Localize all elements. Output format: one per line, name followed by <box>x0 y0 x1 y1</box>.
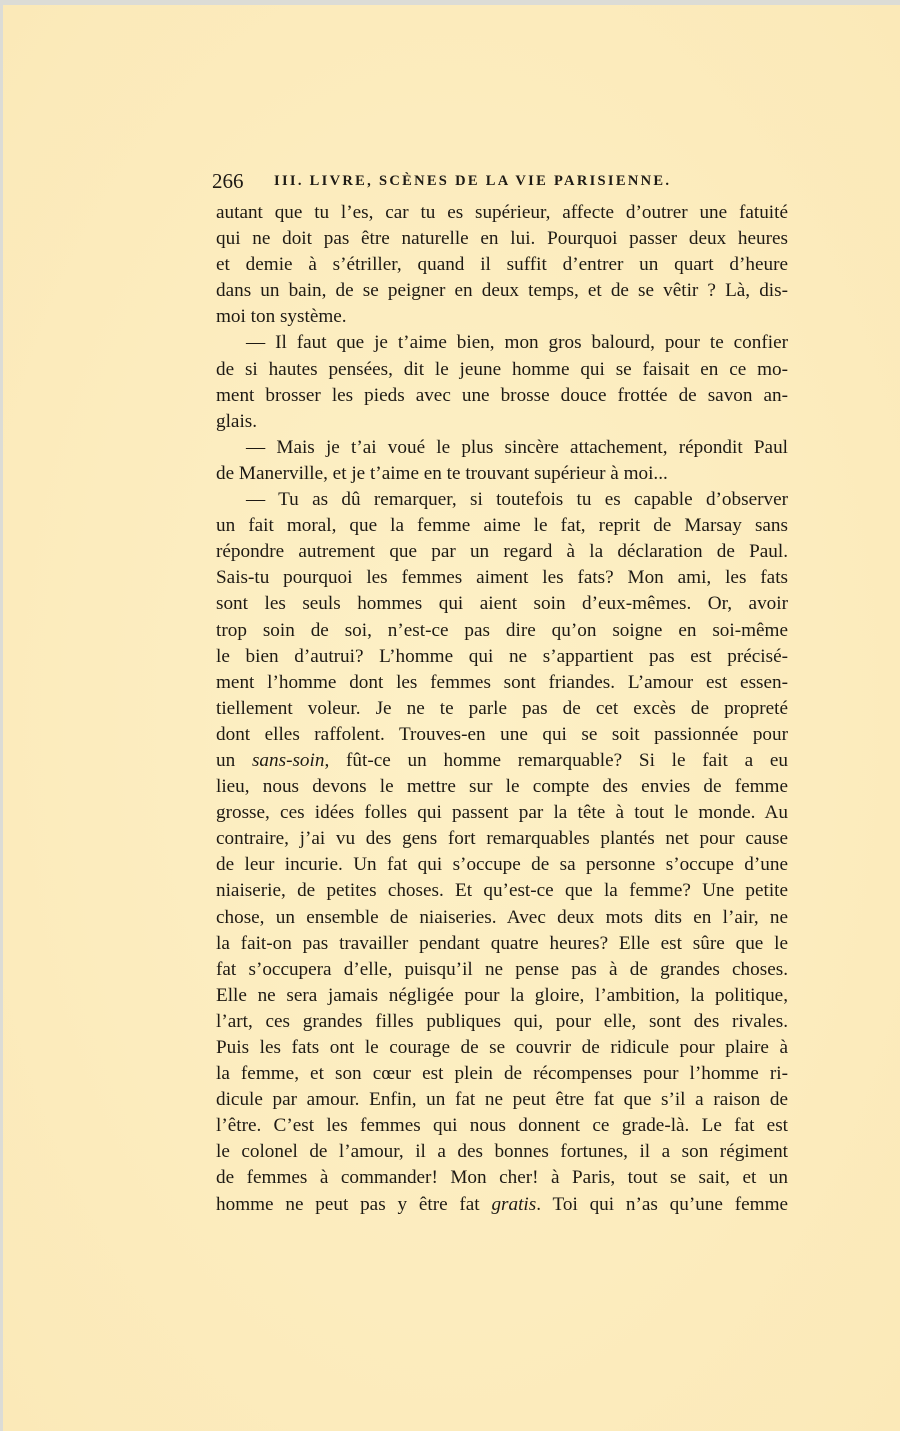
text-line: de si hautes pensées, dit le jeune homme qui se faisait en ce mo- <box>216 358 788 380</box>
text-line: ment l’homme dont les femmes sont friandes. L’amour est essen- <box>216 671 788 693</box>
running-head: III. LIVRE, SCÈNES DE LA VIE PARISIENNE. <box>274 173 672 189</box>
text-line: contraire, j’ai vu des gens fort remarquables plantés net pour cause <box>216 828 788 850</box>
text-line: moi ton système. <box>216 306 347 328</box>
text-line: de femmes à commander! Mon cher! à Paris, tout se sait, et un <box>216 1167 788 1189</box>
text-line: l’art, ces grandes filles publiques qui, pour elle, sont des rivales. <box>216 1010 788 1032</box>
text-line: grosse, ces idées folles qui passent par la tête à tout le monde. Au <box>216 802 788 824</box>
text-line: dicule par amour. Enfin, un fat ne peut être fat que s’il a raison de <box>216 1089 788 1111</box>
text-line: — Il faut que je t’aime bien, mon gros balourd, pour te confier <box>246 332 788 354</box>
text-line: dont elles raffolent. Trouves-en une qui se soit passionnée pour <box>216 723 788 745</box>
text-line: ment brosser les pieds avec une brosse douce frottée de savon an- <box>216 384 788 406</box>
text-line: lieu, nous devons le mettre sur le compte des envies de femme <box>216 776 788 798</box>
book-page <box>3 5 900 1431</box>
text-line <box>216 748 788 774</box>
text-line: autant que tu l’es, car tu es supérieur, affecte d’outrer une fatuité <box>216 202 788 223</box>
text-run: un <box>216 749 252 771</box>
text-line: répondre autrement que par un regard à la déclaration de Paul. <box>216 541 788 563</box>
text-line: glais. <box>216 410 258 432</box>
text-line <box>216 1192 788 1218</box>
text-line: qui ne doit pas être naturelle en lui. Pourquoi passer deux heures <box>216 228 788 250</box>
text-line: trop soin de soi, n’est-ce pas dire qu’on soigne en soi-même <box>216 619 788 641</box>
text-line: tiellement voleur. Je ne te parle pas de cet excès de propreté <box>216 697 788 719</box>
page-header <box>212 169 792 195</box>
text-line: Elle ne sera jamais négligée pour la gloire, l’ambition, la politique, <box>216 984 788 1006</box>
text-run: homme ne peut pas y être fat <box>216 1193 492 1215</box>
text-line: la fait-on pas travailler pendant quatre heures? Elle est sûre que le <box>216 932 788 954</box>
text-line: niaiserie, de petites choses. Et qu’est-ce que la femme? Une petite <box>216 880 788 902</box>
text-line: chose, un ensemble de niaiseries. Avec deux mots dits en l’air, ne <box>216 906 788 928</box>
body-text <box>216 200 788 1218</box>
text-line: sont les seuls hommes qui aient soin d’eux-mêmes. Or, avoir <box>216 593 788 615</box>
text-line: Sais-tu pourquoi les femmes aiment les fats? Mon ami, les fats <box>216 567 788 589</box>
page-number: 266 <box>212 169 244 193</box>
text-line: et demie à s’étriller, quand il suffit d’entrer un quart d’heure <box>216 254 788 276</box>
text-line: un fait moral, que la femme aime le fat, reprit de Marsay sans <box>216 515 788 537</box>
text-line: l’être. C’est les femmes qui nous donnent ce grade-là. Le fat est <box>216 1115 788 1137</box>
text-line: — Mais je t’ai voué le plus sincère attachement, répondit Paul <box>246 436 788 458</box>
text-line: la femme, et son cœur est plein de récompenses pour l’homme ri- <box>216 1063 788 1085</box>
text-line: — Tu as dû remarquer, si toutefois tu es capable d’observer <box>246 489 788 511</box>
text-line: de Manerville, et je t’aime en te trouvant supérieur à moi... <box>216 462 668 484</box>
text-line: Puis les fats ont le courage de se couvrir de ridicule pour plaire à <box>216 1037 788 1058</box>
text-run: , fût-ce un homme remarquable? Si le fait a eu <box>324 749 789 771</box>
italic-term: gratis <box>491 1193 537 1215</box>
text-line: fat s’occupera d’elle, puisqu’il ne pense pas à de grandes choses. <box>216 958 788 980</box>
text-line: le bien d’autrui? L’homme qui ne s’appartient pas est précisé- <box>216 645 788 667</box>
text-run: . Toi qui n’as qu’une femme <box>536 1193 789 1215</box>
text-line: dans un bain, de se peigner en deux temps, et de se vêtir ? Là, dis- <box>216 280 788 302</box>
text-line: le colonel de l’amour, il a des bonnes fortunes, il a son régiment <box>216 1141 788 1163</box>
italic-term: sans-soin <box>251 749 325 771</box>
text-line: de leur incurie. Un fat qui s’occupe de sa personne s’occupe d’une <box>216 854 788 876</box>
